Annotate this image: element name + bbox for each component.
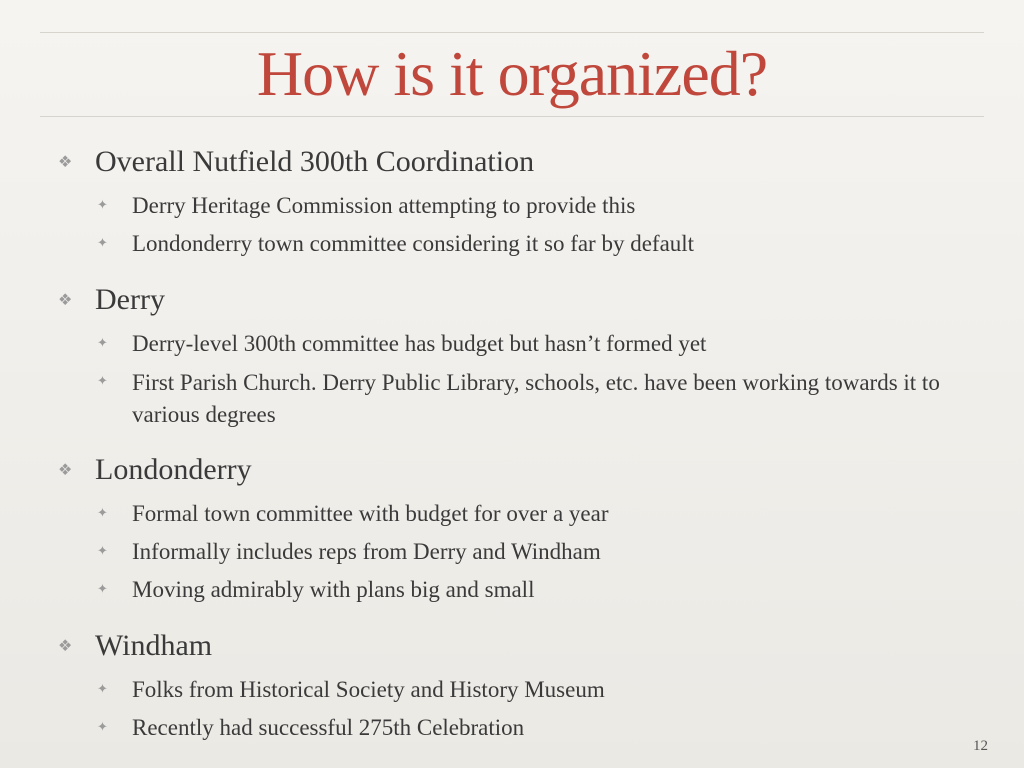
diamond-bullet-icon: ❖ xyxy=(58,636,73,655)
diamond-bullet-icon: ❖ xyxy=(58,290,73,309)
bullet-text: Windham xyxy=(95,629,213,662)
bullet-text: Derry xyxy=(95,283,165,316)
bullet-text: Londonderry xyxy=(95,453,252,486)
sparkle-bullet-icon: ✦ xyxy=(97,374,108,389)
diamond-bullet-icon: ❖ xyxy=(58,460,73,479)
subbullet-text: Moving admirably with plans big and small xyxy=(132,577,535,602)
subbullet-text: First Parish Church. Derry Public Library, schools, etc. have been working towards it to various degrees xyxy=(132,370,940,427)
slide-title: How is it organized? xyxy=(256,38,768,109)
subbullet-text: Derry-level 300th committee has budget but hasn’t formed yet xyxy=(132,331,707,356)
sparkle-bullet-icon: ✦ xyxy=(97,198,108,213)
sparkle-bullet-icon: ✦ xyxy=(97,336,108,351)
sparkle-bullet-icon: ✦ xyxy=(97,236,108,251)
sparkle-bullet-icon: ✦ xyxy=(97,506,108,521)
bullet-text: Overall Nutfield 300th Coordination xyxy=(95,145,535,178)
sparkle-bullet-icon: ✦ xyxy=(97,720,108,735)
page-number: 12 xyxy=(973,738,988,754)
sparkle-bullet-icon: ✦ xyxy=(97,582,108,597)
subbullet-text: Formal town committee with budget for over a year xyxy=(132,501,609,526)
subbullet-text: Recently had successful 275th Celebration xyxy=(132,715,525,740)
subbullet-text: Derry Heritage Commission attempting to provide this xyxy=(132,193,636,218)
sparkle-bullet-icon: ✦ xyxy=(97,544,108,559)
subbullet-text: Informally includes reps from Derry and Windham xyxy=(132,539,601,564)
subbullet-text: Londonderry town committee considering it so far by default xyxy=(132,231,695,256)
diamond-bullet-icon: ❖ xyxy=(58,152,73,171)
sparkle-bullet-icon: ✦ xyxy=(97,682,108,697)
subbullet-text: Folks from Historical Society and History Museum xyxy=(132,677,605,702)
